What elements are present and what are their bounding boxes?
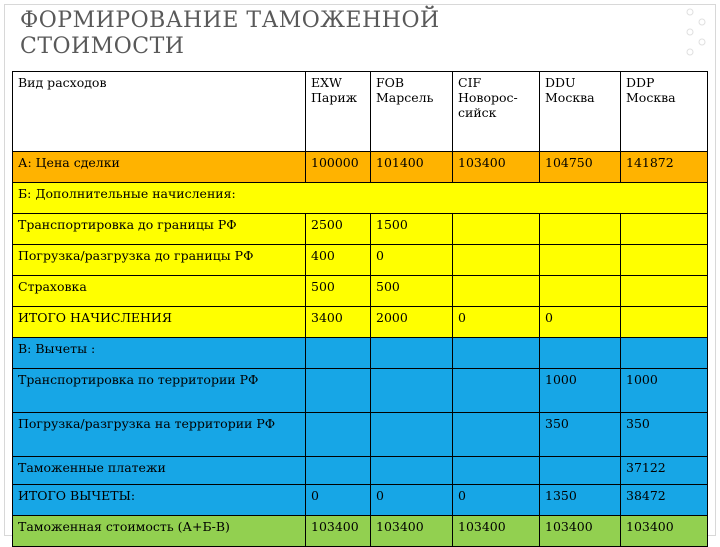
header-col-ddp: DDP Москва — [621, 72, 708, 152]
cell: 2000 — [371, 307, 453, 338]
cell — [621, 276, 708, 307]
cell: 0 — [371, 485, 453, 516]
row-label: В: Вычеты : — [13, 338, 306, 369]
cell: 0 — [453, 307, 540, 338]
cell — [453, 276, 540, 307]
customs-value-table — [12, 71, 708, 547]
cell — [540, 457, 621, 485]
cell: 0 — [371, 245, 453, 276]
cell: 1350 — [540, 485, 621, 516]
cell — [540, 338, 621, 369]
cell: 0 — [453, 485, 540, 516]
cell — [306, 369, 371, 413]
cell — [453, 338, 540, 369]
cell: 103400 — [371, 516, 453, 547]
table-row — [13, 369, 708, 413]
cell: 103400 — [453, 516, 540, 547]
row-label: Транспортировка до границы РФ — [13, 214, 306, 245]
cell — [621, 245, 708, 276]
cell — [621, 307, 708, 338]
cell: 38472 — [621, 485, 708, 516]
cell — [540, 214, 621, 245]
cell — [453, 413, 540, 457]
cell: 141872 — [621, 152, 708, 183]
cell: 350 — [540, 413, 621, 457]
row-label: А: Цена сделки — [13, 152, 306, 183]
table-row — [13, 457, 708, 485]
cell — [371, 338, 453, 369]
row-label: Погрузка/разгрузка на территории РФ — [13, 413, 306, 457]
row-label: Таможенная стоимость (А+Б-В) — [13, 516, 306, 547]
header-label: Вид расходов — [13, 72, 306, 152]
cell: 104750 — [540, 152, 621, 183]
title-line-2: СТОИМОСТИ — [20, 34, 185, 59]
row-label: Страховка — [13, 276, 306, 307]
row-label: Б: Дополнительные начисления: — [13, 183, 708, 214]
cell: 101400 — [371, 152, 453, 183]
cell: 100000 — [306, 152, 371, 183]
cell: 1000 — [540, 369, 621, 413]
cell — [371, 369, 453, 413]
cell — [540, 245, 621, 276]
cell: 103400 — [540, 516, 621, 547]
cell: 1500 — [371, 214, 453, 245]
slide-title — [20, 4, 440, 60]
cell: 0 — [540, 307, 621, 338]
header-row — [13, 72, 708, 152]
cell: 350 — [621, 413, 708, 457]
table-row — [13, 245, 708, 276]
row-label: ИТОГО ВЫЧЕТЫ: — [13, 485, 306, 516]
cell — [453, 214, 540, 245]
row-label: Транспортировка по территории РФ — [13, 369, 306, 413]
header-col-exw: EXW Париж — [306, 72, 371, 152]
cell: 103400 — [453, 152, 540, 183]
header-col-fob: FOB Марсель — [371, 72, 453, 152]
cell — [453, 457, 540, 485]
table-row — [13, 516, 708, 547]
title-line-1: ФОРМИРОВАНИЕ ТАМОЖЕННОЙ — [20, 8, 440, 33]
cell: 37122 — [621, 457, 708, 485]
table-row — [13, 152, 708, 183]
cell: 2500 — [306, 214, 371, 245]
cell — [621, 338, 708, 369]
header-col-ddu: DDU Москва — [540, 72, 621, 152]
cell — [453, 245, 540, 276]
cell: 1000 — [621, 369, 708, 413]
cell: 103400 — [306, 516, 371, 547]
cell — [371, 457, 453, 485]
table-row — [13, 307, 708, 338]
table-row — [13, 413, 708, 457]
cell — [453, 369, 540, 413]
header-col-cif: CIF Новорос- сийск — [453, 72, 540, 152]
cell: 103400 — [621, 516, 708, 547]
table-row — [13, 485, 708, 516]
cell — [621, 214, 708, 245]
row-label: Таможенные платежи — [13, 457, 306, 485]
cell: 3400 — [306, 307, 371, 338]
cell — [306, 413, 371, 457]
row-label: ИТОГО НАЧИСЛЕНИЯ — [13, 307, 306, 338]
cell — [306, 338, 371, 369]
cell: 500 — [371, 276, 453, 307]
row-label: Погрузка/разгрузка до границы РФ — [13, 245, 306, 276]
cell: 400 — [306, 245, 371, 276]
cell — [371, 413, 453, 457]
table-row — [13, 338, 708, 369]
cell: 500 — [306, 276, 371, 307]
cell — [306, 457, 371, 485]
cell — [540, 276, 621, 307]
table-row — [13, 276, 708, 307]
cell: 0 — [306, 485, 371, 516]
table-row — [13, 183, 708, 214]
table-row — [13, 214, 708, 245]
